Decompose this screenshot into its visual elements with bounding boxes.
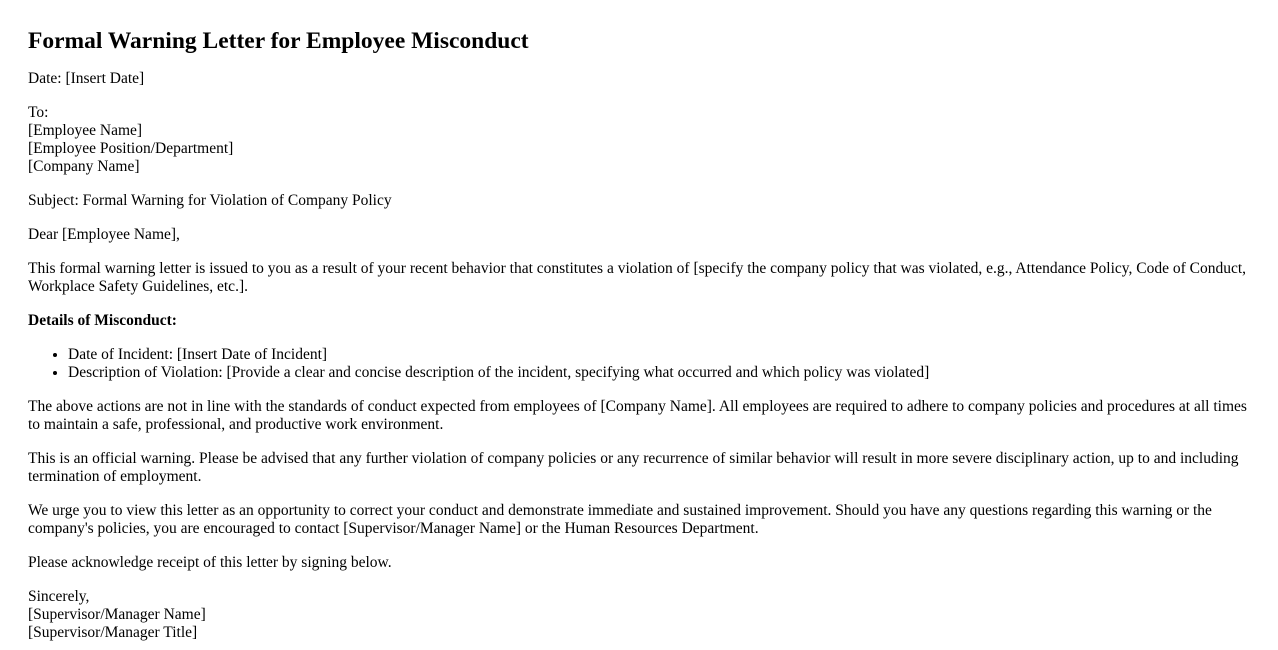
list-item: • Date of Incident: [Insert Date of Incident]	[68, 346, 1250, 364]
list-item: • Description of Violation: [Provide a clear and concise description of the incident, specifying what occurred and which policy was violated]	[68, 364, 1250, 382]
improvement-paragraph: We urge you to view this letter as an opportunity to correct your conduct and demonstrate immediate and sustained improvement. Should you have any questions regarding this warning or the company's policies, you are encouraged to contact [Supervisor/Manager Name] or the Human Resources Department.	[28, 502, 1212, 537]
sign-off: Sincerely,	[28, 588, 90, 605]
recipient-position: [Employee Position/Department]	[28, 140, 234, 157]
details-heading: Details of Misconduct:	[28, 312, 177, 329]
intro-paragraph: This formal warning letter is issued to you as a result of your recent behavior that constitutes a violation of [specify the company policy that was violated, e.g., Attendance Policy, Code of Conduct, Workplace Safety Guidelines, etc.].	[28, 260, 1247, 295]
details-heading-block	[28, 312, 1250, 330]
manager-name: [Supervisor/Manager Name]	[28, 606, 206, 623]
standards-paragraph: The above actions are not in line with the standards of conduct expected from employees of [Company Name]. All employees are required to adhere to company policies and procedures at all times to maintain a safe, professional, and productive work environment.	[28, 398, 1247, 433]
date-line: Date: [Insert Date]	[28, 70, 145, 87]
warning-paragraph: This is an official warning. Please be advised that any further violation of company policies or any recurrence of similar behavior will result in more severe disciplinary action, up to and including termination of employment.	[28, 450, 1239, 485]
recipient-label: To:	[28, 104, 49, 121]
salutation: Dear [Employee Name],	[28, 226, 180, 243]
recipient-company: [Company Name]	[28, 158, 140, 175]
details-list	[28, 346, 1250, 382]
page-title: Formal Warning Letter for Employee Misconduct	[28, 28, 529, 54]
closing-block	[28, 588, 1250, 642]
recipient-block	[28, 104, 1250, 176]
manager-title: [Supervisor/Manager Title]	[28, 624, 198, 641]
acknowledge-paragraph: Please acknowledge receipt of this letter by signing below.	[28, 554, 392, 571]
recipient-employee-name: [Employee Name]	[28, 122, 143, 139]
subject-line: Subject: Formal Warning for Violation of Company Policy	[28, 192, 392, 209]
